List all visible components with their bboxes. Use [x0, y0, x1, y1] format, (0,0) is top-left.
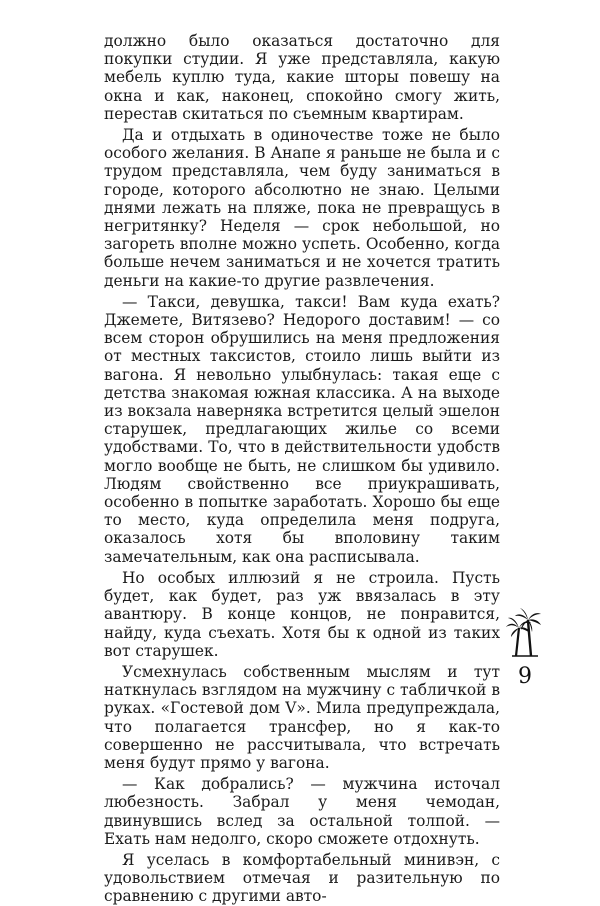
paragraph-2: Да и отдыхать в одиночестве тоже не было особого желания. В Анапе я раньше не была и с трудом представляла, чем буду заниматься в городе, которого абсолютно не знаю. Целыми днями лежать на пляже, пока не превращусь в негритянку? Неделя — срок небольшой, но загореть вполне можно успеть. Особенно, когда больше нечем заниматься и не хочется тратить деньги на какие-то другие развлечения. — [104, 126, 500, 290]
paragraph-1: должно было оказаться достаточно для покупки студии. Я уже представляла, какую мебель куплю туда, какие шторы повешу на окна и как, наконец, спокойно смогу жить, перестав скитаться по съемным квартирам. — [104, 32, 500, 123]
page-number: 9 — [518, 664, 532, 689]
body-text — [104, 32, 500, 906]
paragraph-4: Но особых иллюзий я не строила. Пусть будет, как будет, раз уж ввязалась в эту авантюру. В конце концов, не понравится, найду, куда съехать. Хотя бы к одной из таких вот старушек. — [104, 568, 500, 660]
paragraph-5: Усмехнулась собственным мыслям и тут наткнулась взглядом на мужчину с табличкой в руках. «Гостевой дом V». Мила предупреждала, что полагается трансфер, но я как-то совершенно не рассчитывала, что встречать меня будут прямо у вагона. — [104, 662, 500, 772]
paragraph-6: — Как добрались? — мужчина источал любезность. Забрал у меня чемодан, двинувшись вслед за остальной толпой. — Ехать нам недолго, скоро сможете отдохнуть. — [104, 775, 500, 848]
paragraph-7: Я уселась в комфортабельный минивэн, с удовольствием отмечая и разительную по сравнению с другими авто- — [104, 850, 500, 906]
paragraph-3: — Такси, девушка, такси! Вам куда ехать? Джемете, Витязево? Недорого доставим! — со всем сторон обрушились на меня предложения от местных таксистов, стоило лишь выйти из вагона. Я невольно улыбнулась: такая еще с детства знакомая южная классика. А на выходе из вокзала наверняка встретится целый эшелон старушек, предлагающих жилье со всеми удобствами. То, что в действительности удобств могло вообще не быть, не слишком бы удивило. Людям свойственно все приукрашивать, особенно в попытке заработать. Хорошо бы еще то место, куда определила меня подруга, оказалось хотя бы вполовину таким замечательным, как она расписывала. — [104, 292, 501, 566]
palm-trees-icon — [506, 606, 542, 658]
